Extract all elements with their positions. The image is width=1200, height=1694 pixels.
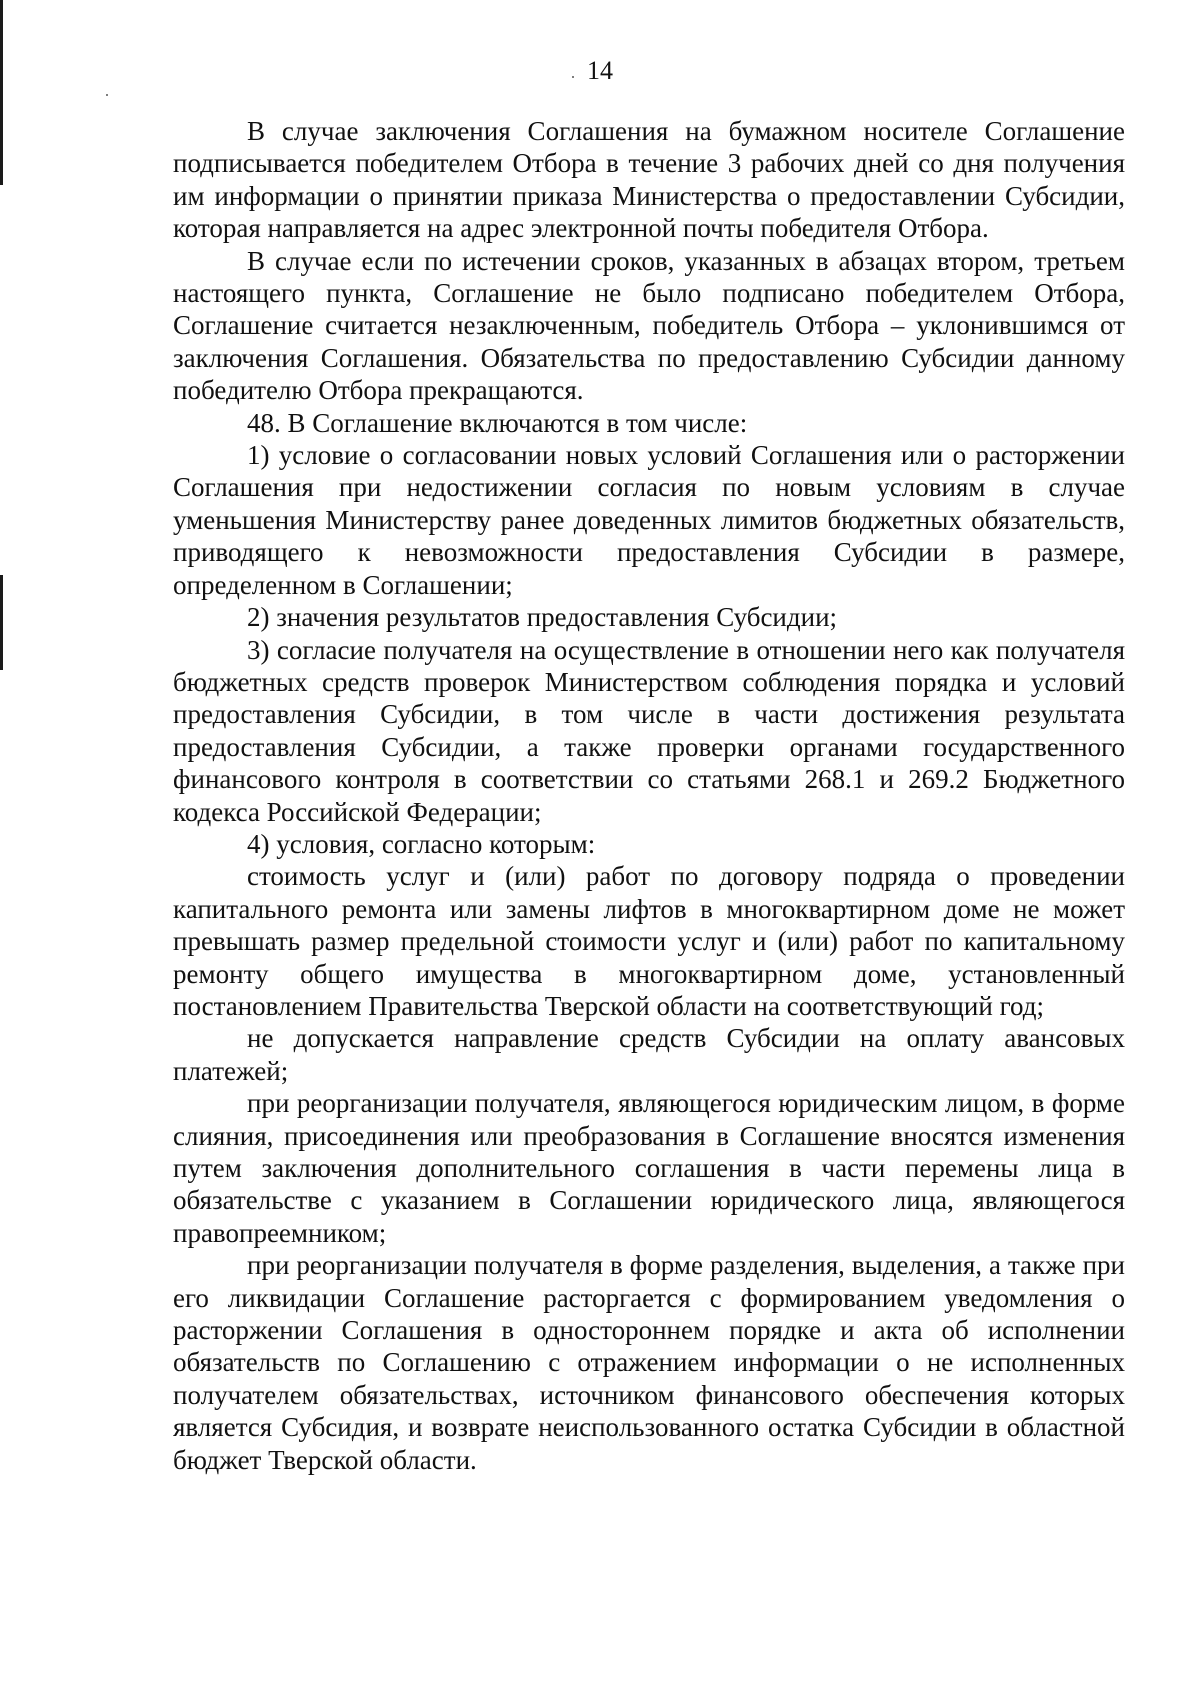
page-number: 14 <box>587 56 613 85</box>
paragraph-subitem-1: 1) условие о согласовании новых условий Соглашения или о расторжении Соглашения при недостижении согласия по новым условиям в случае уменьшения Министерству ранее доведенных лимитов бюджетных обязательств, приводящего к невозможности предоставления Субсидии в размере, определенном в Соглашении; <box>173 440 1125 600</box>
scan-speck <box>106 94 108 96</box>
paragraph-cost-limit: стоимость услуг и (или) работ по договору подряда о проведении капитального ремонта или замены лифтов в многоквартирном доме не может превышать размер предельной стоимости услуг и (или) работ по капитальному ремонту общего имущества в многоквартирном доме, установленный постановлением Правительства Тверской области на соответствующий год; <box>173 861 1125 1021</box>
document-body <box>173 115 1125 1476</box>
paragraph-subitem-4: 4) условия, согласно которым: <box>247 828 596 859</box>
scan-edge-mark <box>0 575 3 670</box>
paragraph-subitem-2: 2) значения результатов предоставления Субсидии; <box>247 602 838 633</box>
paragraph-signing-paper: В случае заключения Соглашения на бумажном носителе Соглашение подписывается победителем Отбора в течение 3 рабочих дней со дня получения им информации о принятии приказа Министерства о предоставлении Субсидии, которая направляется на адрес электронной почты победителя Отбора. <box>173 116 1125 244</box>
scan-edge-mark <box>0 0 3 185</box>
paragraph-item-48: 48. В Соглашение включаются в том числе: <box>247 407 748 438</box>
paragraph-reorganization-merge: при реорганизации получателя, являющегося юридическим лицом, в форме слияния, присоединения или преобразования в Соглашение вносятся изменения путем заключения дополнительного соглашения в части перемены лица в обязательстве с указанием в Соглашении юридического лица, являющегося правопреемником; <box>173 1088 1125 1248</box>
paragraph-reorganization-split: при реорганизации получателя в форме разделения, выделения, а также при его ликвидации Соглашение расторгается с формированием уведомления о расторжении Соглашения в одностороннем порядке и акта об исполнении обязательств по Соглашению с отражением информации о не исполненных получателем обязательствах, источником финансового обеспечения которых является Субсидия, и возврате неиспользованного остатка Субсидии в областной бюджет Тверской области. <box>173 1250 1125 1475</box>
paragraph-no-advance: не допускается направление средств Субсидии на оплату авансовых платежей; <box>173 1023 1125 1086</box>
paragraph-unsigned-agreement: В случае если по истечении сроков, указанных в абзацах втором, третьем настоящего пункта, Соглашение не было подписано победителем Отбора, Соглашение считается незаключенным, победитель Отбора – уклонившимся от заключения Соглашения. Обязательства по предоставлению Субсидии данному победителю Отбора прекращаются. <box>173 245 1125 406</box>
paragraph-subitem-3: 3) согласие получателя на осуществление в отношении него как получателя бюджетных средств проверок Министерством соблюдения порядка и условий предоставления Субсидии, в том числе в части достижения результата предоставления Субсидии, а также проверки органами государственного финансового контроля в соответствии со статьями 268.1 и 269.2 Бюджетного кодекса Российской Федерации; <box>173 634 1125 827</box>
